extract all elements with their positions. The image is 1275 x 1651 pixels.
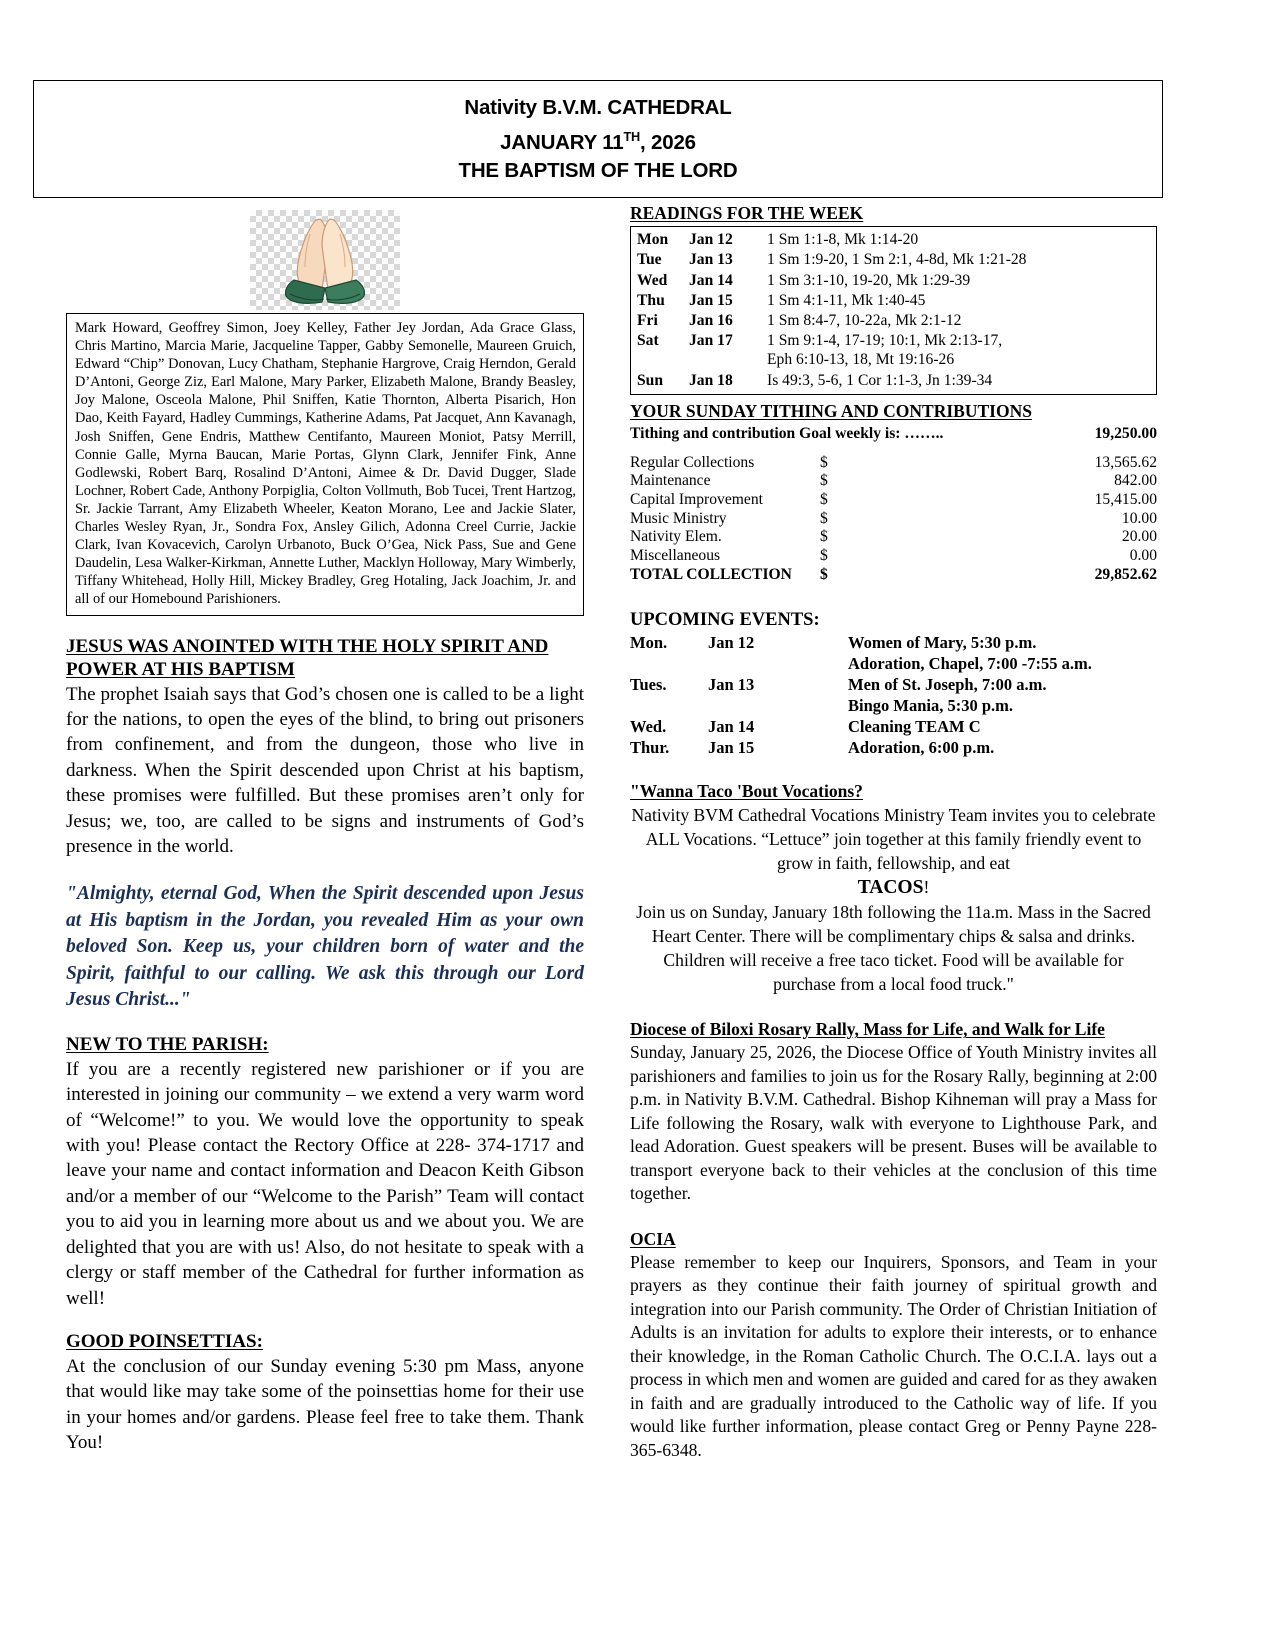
reading-day: Sun xyxy=(637,371,664,389)
event-day: Mon. xyxy=(630,633,668,653)
currency-symbol: $ xyxy=(820,546,828,564)
reading-date: Jan 17 xyxy=(689,332,733,350)
article-taco-vocations xyxy=(630,780,1157,996)
tithing-goal-label: Tithing and contribution Goal weekly is: …….. xyxy=(630,424,944,442)
article-baptism-heading: JESUS WAS ANOINTED WITH THE HOLY SPIRIT AND POWER AT HIS BAPTISM xyxy=(66,635,549,680)
masthead xyxy=(33,80,1163,198)
tithing-line-amount: 13,565.62 xyxy=(1094,453,1157,471)
event-day: Thur. xyxy=(630,738,670,758)
tithing-line-label: Nativity Elem. xyxy=(630,528,722,546)
table-row xyxy=(637,272,1152,292)
upcoming-events-table xyxy=(630,632,1157,758)
article-taco-vocations-body xyxy=(630,803,1157,996)
table-row xyxy=(637,332,1152,371)
article-new-to-parish-body: If you are a recently registered new parishioner or if you are interested in joining our community – we extend a very warm word of “Welcome!” to you. We would love the opportunity to speak with you! Please contact the Rectory Office at 228- 374-1717 and leave your name and contact information and Deacon Keith Gibson and/or a member of our “Welcome to the Parish” Team will contact you to aid you in learning more about us and we about you. We are delighted that you are with us! Also, do not hesitate to speak with a clergy or staff member of the Cathedral for further information as well! xyxy=(66,1058,584,1309)
taco-para1: Nativity BVM Cathedral Vocations Ministry Team invites you to celebrate ALL Vocations. “Lettuce” join together at this family friendly event to grow in faith, fellowship, and eat xyxy=(631,805,1156,874)
reading-ref: 1 Sm 4:1-11, Mk 1:40-45 xyxy=(767,291,926,309)
reading-ref: 1 Sm 1:9-20, 1 Sm 2:1, 4-8d, Mk 1:21-28 xyxy=(767,251,1027,269)
article-poinsettias-body: At the conclusion of our Sunday evening 5:30 pm Mass, anyone that would like may take some of the poinsettias home for their use in your homes and/or gardens. Please feel free to take them. Thank You! xyxy=(66,1355,584,1454)
article-new-to-parish xyxy=(66,1033,584,1311)
masthead-date-text: JANUARY 11 xyxy=(500,130,624,154)
event-desc-main: Men of St. Joseph, 7:00 a.m. xyxy=(848,675,1047,695)
reading-ref-line1: 1 Sm 9:1-4, 17-19; 10:1, Mk 2:13-17, xyxy=(767,332,1003,350)
table-row xyxy=(637,292,1152,312)
article-ocia xyxy=(630,1228,1157,1463)
event-date: Jan 14 xyxy=(708,717,755,737)
event-date: Jan 13 xyxy=(708,675,755,695)
article-baptism-body: The prophet Isaiah says that God’s chosen one is called to be a light for the nations, to open the eyes of the blind, to bring out prisoners from confinement, and from the dungeon, those who live in darkness. When the Spirit descended upon Christ at his baptism, these promises were fulfilled. But these promises aren’t only for Jesus; we, too, are called to be signs and instruments of God’s presence in the world. xyxy=(66,683,584,857)
taco-para2: Join us on Sunday, January 18th following the 11a.m. Mass in the Sacred Heart Center. There will be complimentary chips & salsa and drinks. Children will receive a free taco ticket. Food will be available for purchase from a local food truck." xyxy=(636,902,1151,995)
currency-symbol: $ xyxy=(820,509,828,527)
event-desc-sub: Bingo Mania, 5:30 p.m. xyxy=(848,696,1014,716)
left-column xyxy=(66,205,584,1456)
reading-ref-line2: Eph 6:10-13, 18, Mt 19:16-26 xyxy=(767,351,955,369)
table-row xyxy=(630,674,1157,716)
prayer-quote: "Almighty, eternal God, When the Spirit descended upon Jesus at His baptism in the Jordan, you revealed Him as your own beloved Son. Keep us, your children born of water and the Spirit, faithful to our calling. We ask this through our Lord Jesus Christ..." xyxy=(66,883,584,1011)
table-row xyxy=(630,454,1157,473)
table-row xyxy=(630,547,1157,566)
reading-day: Tue xyxy=(637,251,662,269)
article-poinsettias-heading: GOOD POINSETTIAS: xyxy=(66,1330,263,1352)
right-column xyxy=(630,203,1157,1462)
table-row-total xyxy=(630,565,1157,585)
reading-ref: 1 Sm 3:1-10, 19-20, Mk 1:29-39 xyxy=(767,271,971,289)
reading-date: Jan 15 xyxy=(689,291,733,309)
upcoming-events-section xyxy=(630,609,1157,758)
reading-date: Jan 16 xyxy=(689,312,733,330)
tithing-line-label: Music Ministry xyxy=(630,509,727,527)
table-row xyxy=(637,251,1152,271)
tithing-total-amount: 29,852.62 xyxy=(1094,566,1157,584)
currency-symbol: $ xyxy=(820,472,828,490)
reading-date: Jan 13 xyxy=(689,251,733,269)
table-row xyxy=(630,510,1157,529)
tithing-line-amount: 15,415.00 xyxy=(1094,491,1157,509)
tithing-table xyxy=(630,454,1157,585)
article-ocia-body: Please remember to keep our Inquirers, Sponsors, and Team in your prayers as they continue their faith journey of spiritual growth and integration into our Parish community. The Order of Christian Initiation of Adults is an invitation for adults to explore their interests, or to enhance their knowledge, in the Roman Catholic Church. The O.C.I.A. lays out a process in which men and women are guided and cared for as they awaken in faith and are gradually introduced to the Catholic way of life. If you would like further information, please contact Greg or Penny Payne 228-365-6348. xyxy=(630,1251,1157,1460)
tithing-line-label: Capital Improvement xyxy=(630,491,763,509)
article-taco-vocations-heading: "Wanna Taco 'Bout Vocations? xyxy=(630,781,863,802)
article-rosary-rally xyxy=(630,1018,1157,1206)
currency-symbol: $ xyxy=(820,453,828,471)
reading-day: Mon xyxy=(637,231,669,248)
tithing-line-amount: 20.00 xyxy=(1121,528,1157,546)
currency-symbol: $ xyxy=(820,528,828,546)
event-date: Jan 12 xyxy=(708,633,755,653)
reading-date: Jan 14 xyxy=(689,271,733,289)
tithing-line-amount: 0.00 xyxy=(1129,546,1157,564)
praying-hands-image-band xyxy=(66,205,584,310)
article-rosary-rally-body: Sunday, January 25, 2026, the Diocese Office of Youth Ministry invites all parishioners and families to join us for the Rosary Rally, beginning at 2:00 p.m. in Nativity B.V.M. Cathedral. Bishop Kihneman will pray a Mass for Life following the Rosary, walk with everyone to Lighthouse Park, and lead Adoration. Guest speakers will be present. Buses will be available to transport everyone back to their vehicles at the conclusion of this time together. xyxy=(630,1042,1157,1204)
reading-day: Fri xyxy=(637,312,658,330)
event-day: Tues. xyxy=(630,675,667,695)
table-row xyxy=(637,372,1152,392)
tithing-line-label: Miscellaneous xyxy=(630,546,721,564)
event-desc-main: Women of Mary, 5:30 p.m. xyxy=(848,633,1037,653)
upcoming-events-heading: UPCOMING EVENTS: xyxy=(630,610,820,631)
table-row xyxy=(630,528,1157,547)
currency-symbol: $ xyxy=(820,491,828,509)
taco-tacos-word: TACOS xyxy=(857,877,924,899)
table-row xyxy=(630,632,1157,674)
tithing-line-label: Regular Collections xyxy=(630,453,755,471)
table-row xyxy=(630,716,1157,737)
reading-ref: 1 Sm 1:1-8, Mk 1:14-20 xyxy=(767,231,919,248)
prayer-list-names: Mark Howard, Geoffrey Simon, Joey Kelley, Father Jey Jordan, Ada Grace Glass, Chris Martino, Marcia Marie, Jacqueline Tapper, Gabby Semonelle, Maureen Gruich, Edward “Chip” Donovan, Lucy Chatham, Stephanie Hargrove, Craig Herndon, Gerald D’Antoni, George Ziz, Earl Malone, Mary Parker, Elizabeth Malone, Brandy Beasley, Joy Malone, Osceola Malone, Phil Sniffen, Katie Thornton, Alberta Pisarich, Hon Dao, Keith Fayard, Hadley Cummings, Katherine Adams, Pat Jacquet, Ann Kavanagh, Josh Sniffen, Gene Endris, Matthew Centifanto, Maureen Moniot, Patsy Merrill, Connie Galle, Myrna Baucan, Marie Portas, Glynn Clark, Jennifer Fink, Anne Godlewski, Robert Barq, Rosalind D’Antoni, Aimee & Dr. David Dugger, Slade Lochner, Robert Cade, Anthony Porpiglia, Colton Vollmuth, Bob Tucei, Trent Hartzog, Sr. Jackie Tarrant, Amy Elizabeth Wheeler, Keaton Morano, Lee and Jackie Slater, Charles Wesley Ryan, Jr., Sondra Fox, Ansley Gilich, Adonna Creel Currie, Jackie Clark, Ivan Kovacevich, Carolyn Urbanoto, Buck O’Gea, Nick Pass, Sue and Gene Daudelin, Lesa Walker-Kirkman, Annette Luther, Macklyn Holloway, Mary Wimberly, Tiffany Whitehead, Holly Hill, Mickey Bradley, Greg Hotaling, Jack Joachim, Jr. and all of our Homebound Parishioners. xyxy=(75,320,576,608)
tithing-heading: YOUR SUNDAY TITHING AND CONTRIBUTIONS xyxy=(630,400,1032,421)
reading-ref xyxy=(767,332,1152,371)
article-poinsettias xyxy=(66,1330,584,1456)
currency-symbol: $ xyxy=(820,566,828,584)
article-rosary-rally-heading: Diocese of Biloxi Rosary Rally, Mass for Life, and Walk for Life xyxy=(630,1019,1105,1040)
masthead-date xyxy=(500,122,696,157)
event-desc: Cleaning TEAM C xyxy=(848,717,981,737)
event-day: Wed. xyxy=(630,717,667,737)
tithing-goal-amount: 19,250.00 xyxy=(1094,424,1157,442)
reading-day: Sat xyxy=(637,332,659,350)
masthead-parish-name: Nativity B.V.M. CATHEDRAL xyxy=(464,95,732,119)
table-row xyxy=(637,231,1152,251)
tithing-line-label: Maintenance xyxy=(630,472,711,490)
tithing-total-label: TOTAL COLLECTION xyxy=(630,566,792,584)
readings-box xyxy=(630,226,1157,395)
table-row xyxy=(630,472,1157,491)
table-row xyxy=(630,491,1157,510)
article-new-to-parish-heading: NEW TO THE PARISH: xyxy=(66,1033,269,1055)
readings-heading: READINGS FOR THE WEEK xyxy=(630,203,864,223)
reading-date: Jan 18 xyxy=(689,371,733,389)
event-desc xyxy=(848,632,1157,674)
masthead-date-year: , 2026 xyxy=(640,130,696,154)
table-row xyxy=(630,737,1157,758)
tithing-section xyxy=(630,401,1157,585)
event-date: Jan 15 xyxy=(708,738,755,758)
reading-date: Jan 12 xyxy=(689,231,733,248)
event-desc-sub: Adoration, Chapel, 7:00 -7:55 a.m. xyxy=(848,654,1092,674)
reading-day: Wed xyxy=(637,271,668,289)
event-desc: Adoration, 6:00 p.m. xyxy=(848,738,995,758)
prayer-list-box xyxy=(66,313,584,616)
article-ocia-heading: OCIA xyxy=(630,1228,676,1249)
article-baptism xyxy=(66,635,584,860)
praying-hands-icon xyxy=(250,210,400,310)
readings-table xyxy=(637,231,1152,392)
tithing-line-amount: 842.00 xyxy=(1114,472,1157,490)
masthead-feast: THE BAPTISM OF THE LORD xyxy=(458,159,738,183)
reading-ref: Is 49:3, 5-6, 1 Cor 1:1-3, Jn 1:39-34 xyxy=(767,371,993,389)
taco-tacos-exclaim: ! xyxy=(923,877,930,898)
reading-ref: 1 Sm 8:4-7, 10-22a, Mk 2:1-12 xyxy=(767,312,962,330)
masthead-date-ordinal: TH xyxy=(623,128,641,144)
tithing-line-amount: 10.00 xyxy=(1121,509,1157,527)
tithing-goal-row xyxy=(630,424,1157,444)
taco-tacos-line xyxy=(630,875,1157,900)
table-row xyxy=(637,312,1152,332)
reading-day: Thu xyxy=(637,291,665,309)
event-desc xyxy=(848,674,1157,716)
